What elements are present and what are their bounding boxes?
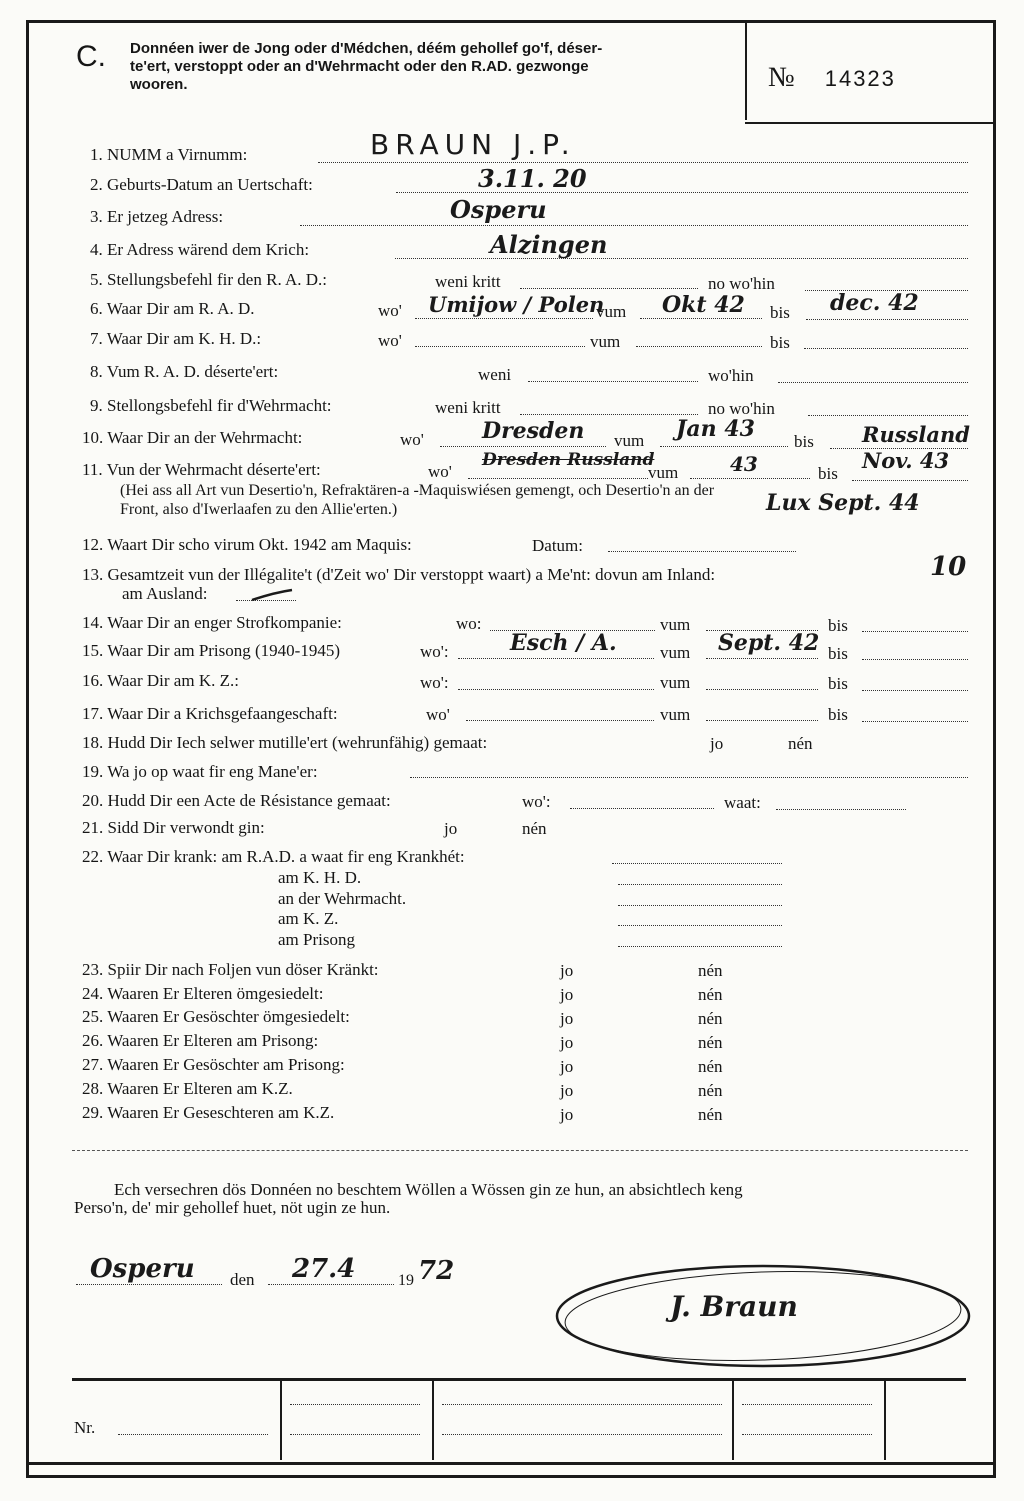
answer-line	[440, 446, 606, 447]
question-27	[82, 1055, 345, 1075]
answer-line	[636, 346, 762, 347]
q15-wo: wo':	[420, 642, 449, 661]
answer-line	[862, 659, 968, 660]
q-text: Hudd Dir Iech selwer mutille'ert (wehrunfähig) gemaat:	[107, 733, 488, 752]
answer-line	[690, 478, 810, 479]
answer-line	[706, 658, 818, 659]
answer-line	[415, 346, 585, 347]
q-text: Waar Dir a Krichsgefaangeschaft:	[107, 704, 338, 723]
footer-line	[442, 1434, 722, 1435]
q-num: 10.	[82, 428, 104, 447]
q-num: 28.	[82, 1079, 104, 1098]
q-text: Waaren Er Elteren ömgesiedelt:	[107, 984, 324, 1003]
q-num: 7.	[90, 329, 103, 348]
question-24	[82, 984, 323, 1004]
title-line: wooren.	[130, 76, 188, 93]
question-9	[90, 396, 332, 416]
answer-line	[300, 225, 968, 226]
question-3	[90, 207, 223, 227]
q11-vum: vum	[648, 463, 679, 482]
q-text: Waar Dir am R. A. D.	[106, 299, 255, 318]
q6-wo: wo'	[378, 301, 402, 320]
signature: J. Braun	[670, 1290, 798, 1323]
q-text: Sidd Dir verwondt gin:	[107, 818, 265, 837]
q-num: 5.	[90, 270, 103, 289]
question-16	[82, 671, 239, 691]
q-num: 13.	[82, 565, 104, 584]
footer-line	[290, 1404, 420, 1405]
question-6	[90, 299, 255, 319]
footer-divider	[432, 1380, 434, 1460]
q10-wo-answer: Dresden	[482, 418, 585, 444]
answer-line	[706, 720, 818, 721]
question-21	[82, 818, 265, 838]
q-num: 18.	[82, 733, 104, 752]
q11-extra-answer: Lux Sept. 44	[766, 490, 920, 516]
q-text: Vun der Wehrmacht déserte'ert:	[106, 460, 321, 479]
q11-bis: bis	[818, 464, 838, 483]
question-20	[82, 791, 391, 811]
answer-line	[612, 863, 782, 864]
answer-line	[520, 414, 698, 415]
q-text: NUMM a Virnumm:	[107, 145, 248, 164]
q11-note: (Hei ass all Art vun Desertio'n, Refraktären-a -Maquiswiésen gemengt, och Desertio'n an der	[120, 482, 715, 499]
footer-line	[290, 1434, 420, 1435]
answer-line	[608, 551, 796, 552]
q9-when: weni kritt	[435, 398, 501, 417]
q8-when: weni	[478, 365, 512, 384]
q15-vum: vum	[660, 643, 691, 662]
q22-sub-1: am K. H. D.	[278, 868, 362, 887]
title-line: Donnéen iwer de Jong oder d'Médchen, déém gehollef go'f, déser-	[130, 40, 603, 57]
answer-line	[520, 288, 698, 289]
title-line: te'ert, verstoppt oder an d'Wehrmacht oder den R.AD. gezwonge	[130, 58, 589, 75]
answer-line	[618, 884, 782, 885]
q-num: 24.	[82, 984, 104, 1003]
q27-jo: jo	[560, 1057, 574, 1076]
footer-divider	[732, 1380, 734, 1460]
answer-line	[458, 658, 654, 659]
answer-line	[468, 478, 648, 479]
q29-jo: jo	[560, 1105, 574, 1124]
q-text: Er Adress wärend dem Krich:	[107, 240, 310, 259]
q6-bis: bis	[770, 303, 790, 322]
q17-bis: bis	[828, 705, 848, 724]
answer-line	[395, 258, 968, 259]
q5-where: no wo'hin	[708, 274, 775, 293]
q20-waat: waat:	[724, 793, 761, 812]
answer-line	[415, 318, 593, 319]
header-rule	[745, 122, 996, 124]
question-29	[82, 1103, 334, 1123]
q15-bis: bis	[828, 644, 848, 663]
answer-birth: 3.11. 20	[478, 164, 587, 193]
answer-line	[618, 946, 782, 947]
q-num: 21.	[82, 818, 104, 837]
q6-vum-answer: Okt 42	[662, 292, 745, 318]
answer-line	[862, 721, 968, 722]
q5-when: weni kritt	[435, 272, 501, 291]
q18-jo: jo	[710, 734, 724, 753]
q-text: Waaren Er Gesöschter ömgesiedelt:	[107, 1007, 350, 1026]
q16-vum: vum	[660, 673, 691, 692]
question-2	[90, 175, 313, 195]
q-text: Waart Dir scho virum Okt. 1942 am Maquis:	[107, 535, 412, 554]
q18-nen: nén	[788, 734, 813, 753]
answer-line	[618, 905, 782, 906]
q-num: 29.	[82, 1103, 104, 1122]
question-18	[82, 733, 487, 753]
q23-nen: nén	[698, 961, 723, 980]
q11-wo-answer: Dresden Russland	[482, 450, 655, 470]
den-label: den	[230, 1270, 255, 1289]
q-text: Waar Dir am K. H. D.:	[106, 329, 262, 348]
q12-datum: Datum:	[532, 536, 583, 555]
q6-vum: vum	[596, 302, 627, 321]
answer-line	[570, 808, 714, 809]
q13-answer: 10	[930, 552, 967, 582]
q-num: 3.	[90, 207, 103, 226]
declaration-line-2: Perso'n, de' mir gehollef huet, nöt ugin ze hun.	[74, 1198, 391, 1217]
answer-line	[466, 720, 654, 721]
q21-nen: nén	[522, 819, 547, 838]
answer-line	[660, 446, 788, 447]
q-text: Geburts-Datum an Uertschaft:	[107, 175, 313, 194]
q-text: Spiir Dir nach Foljen vun döser Kränkt:	[107, 960, 379, 979]
q-text: Vum R. A. D. déserte'ert:	[106, 362, 279, 381]
year-answer: 72	[418, 1256, 455, 1286]
q14-wo: wo:	[456, 614, 482, 633]
q7-vum: vum	[590, 332, 621, 351]
q-text: Er jetzeg Adress:	[107, 207, 224, 226]
q6-bis-answer: dec. 42	[830, 290, 919, 316]
q10-vum: vum	[614, 431, 645, 450]
question-8	[90, 362, 278, 382]
q-num: 17.	[82, 704, 104, 723]
q-text: Waaren Er Elteren am Prisong:	[107, 1031, 319, 1050]
answer-line	[318, 162, 968, 163]
q-text: Waar Dir am Prisong (1940-1945)	[107, 641, 341, 660]
answer-line	[808, 415, 968, 416]
answer-line	[804, 348, 968, 349]
answer-line	[410, 777, 968, 778]
dash-mark	[250, 588, 294, 602]
answer-line	[778, 382, 968, 383]
q-text: Waaren Er Gesöschter am Prisong:	[107, 1055, 345, 1074]
q10-bis-answer: Russland	[862, 422, 970, 447]
q-num: 1.	[90, 145, 103, 164]
nr-label: Nr.	[74, 1418, 96, 1437]
q14-vum: vum	[660, 615, 691, 634]
footer-line	[442, 1404, 722, 1405]
question-26	[82, 1031, 318, 1051]
q16-wo: wo':	[420, 673, 449, 692]
q-num: 19.	[82, 762, 104, 781]
q20-wo: wo':	[522, 792, 551, 811]
answer-line	[458, 689, 654, 690]
q-text: Waaren Er Geseschteren am K.Z.	[107, 1103, 335, 1122]
answer-line	[862, 631, 968, 632]
answer-line	[776, 809, 906, 810]
q-num: 26.	[82, 1031, 104, 1050]
q-num: 8.	[90, 362, 103, 381]
q-text: Waar Dir krank: am R.A.D. a waat fir eng Krankhét:	[107, 847, 465, 866]
q11-note-2: Front, also d'Iwerlaafen zu den Allie'erten.)	[120, 501, 398, 518]
q11-wo: wo'	[428, 462, 452, 481]
form-number	[768, 62, 896, 94]
q10-bis: bis	[794, 432, 814, 451]
q-text: Waar Dir an enger Strofkompanie:	[107, 613, 342, 632]
nr-line	[118, 1434, 268, 1435]
q22-sub-3: am K. Z.	[278, 909, 339, 928]
q22-sub-4: am Prisong	[278, 930, 355, 949]
question-28	[82, 1079, 293, 1099]
q29-nen: nén	[698, 1105, 723, 1124]
q27-nen: nén	[698, 1057, 723, 1076]
q17-wo: wo'	[426, 705, 450, 724]
footer-line	[742, 1434, 872, 1435]
number-symbol: №	[768, 62, 795, 93]
question-12	[82, 535, 412, 555]
question-11	[82, 460, 321, 480]
q-num: 4.	[90, 240, 103, 259]
q21-jo: jo	[444, 819, 458, 838]
answer-line	[528, 381, 698, 382]
number-value: 14323	[824, 66, 896, 91]
q-num: 11.	[82, 460, 103, 479]
q16-bis: bis	[828, 674, 848, 693]
year-prefix: 19	[398, 1272, 414, 1289]
q-text: Stellongsbefehl fir d'Wehrmacht:	[107, 396, 332, 415]
header-divider	[745, 20, 747, 120]
question-7	[90, 329, 261, 349]
q-num: 6.	[90, 299, 103, 318]
q-num: 20.	[82, 791, 104, 810]
footer-line	[742, 1404, 872, 1405]
question-19	[82, 762, 318, 782]
footer-bottom-rule	[26, 1462, 996, 1465]
q6-wo-answer: Umijow / Polen	[428, 292, 605, 317]
section-separator	[72, 1150, 968, 1151]
place-answer: Osperu	[90, 1254, 195, 1284]
q-num: 16.	[82, 671, 104, 690]
q15-wo-answer: Esch / A.	[510, 630, 617, 656]
form-title	[130, 40, 602, 94]
q-text: Waar Dir an der Wehrmacht:	[107, 428, 303, 447]
q11-vum-answer: 43	[730, 452, 758, 476]
q24-jo: jo	[560, 985, 574, 1004]
q-text: Gesamtzeit vun der Illégalite't (d'Zeit wo' Dir verstoppt waart) a Me'nt: dovun am Inland:	[107, 565, 716, 584]
declaration-line-1: Ech versechren dös Donnéen no beschtem Wöllen a Wössen gin ze hun, an absichtlech keng	[114, 1180, 743, 1199]
q28-nen: nén	[698, 1081, 723, 1100]
q-num: 25.	[82, 1007, 104, 1026]
q-num: 9.	[90, 396, 103, 415]
q26-jo: jo	[560, 1033, 574, 1052]
answer-line	[706, 689, 818, 690]
q26-nen: nén	[698, 1033, 723, 1052]
question-1	[90, 145, 247, 165]
q10-vum-answer: Jan 43	[676, 416, 755, 442]
q22-sub-2: an der Wehrmacht.	[278, 889, 407, 908]
q-num: 15.	[82, 641, 104, 660]
place-line	[76, 1284, 222, 1285]
q28-jo: jo	[560, 1081, 574, 1100]
date-answer: 27.4	[292, 1254, 356, 1284]
question-4	[90, 240, 309, 260]
question-25	[82, 1007, 350, 1027]
q-num: 27.	[82, 1055, 104, 1074]
answer-line	[806, 319, 968, 320]
form-letter: C.	[76, 40, 106, 73]
question-22	[82, 847, 465, 867]
answer-line	[852, 480, 968, 481]
answer-address: Osperu	[450, 195, 547, 224]
q9-where: no wo'hin	[708, 399, 775, 418]
q-num: 22.	[82, 847, 104, 866]
q7-bis: bis	[770, 333, 790, 352]
answer-line	[618, 925, 782, 926]
answer-line	[862, 690, 968, 691]
answer-name: BRAUN J.P.	[370, 128, 576, 161]
q15-vum-answer: Sept. 42	[718, 630, 820, 656]
q7-wo: wo'	[378, 331, 402, 350]
answer-war-address: Alzingen	[490, 230, 608, 259]
q14-bis: bis	[828, 616, 848, 635]
answer-line	[640, 318, 762, 319]
q23-jo: jo	[560, 961, 574, 980]
question-14	[82, 613, 342, 633]
question-13	[82, 565, 715, 585]
question-23	[82, 960, 379, 980]
q17-vum: vum	[660, 705, 691, 724]
q24-nen: nén	[698, 985, 723, 1004]
q-text: Waaren Er Elteren am K.Z.	[107, 1079, 293, 1098]
question-15	[82, 641, 340, 661]
footer-divider	[280, 1380, 282, 1460]
footer-rule	[72, 1378, 966, 1381]
q-text: Stellungsbefehl fir den R. A. D.:	[107, 270, 328, 289]
question-10	[82, 428, 302, 448]
q-num: 2.	[90, 175, 103, 194]
q25-jo: jo	[560, 1009, 574, 1028]
q-num: 14.	[82, 613, 104, 632]
q10-wo: wo'	[400, 430, 424, 449]
question-17	[82, 704, 338, 724]
date-line	[268, 1284, 394, 1285]
q-text: Wa jo op waat fir eng Mane'er:	[107, 762, 318, 781]
q-num: 23.	[82, 960, 104, 979]
q13-line-2: am Ausland:	[122, 584, 208, 603]
q8-where: wo'hin	[708, 366, 754, 385]
q11-bis-answer: Nov. 43	[862, 448, 950, 473]
q-num: 12.	[82, 535, 104, 554]
q-text: Hudd Dir een Acte de Résistance gemaat:	[107, 791, 391, 810]
question-5	[90, 270, 327, 290]
q-text: Waar Dir am K. Z.:	[107, 671, 239, 690]
footer-divider	[884, 1380, 886, 1460]
q25-nen: nén	[698, 1009, 723, 1028]
